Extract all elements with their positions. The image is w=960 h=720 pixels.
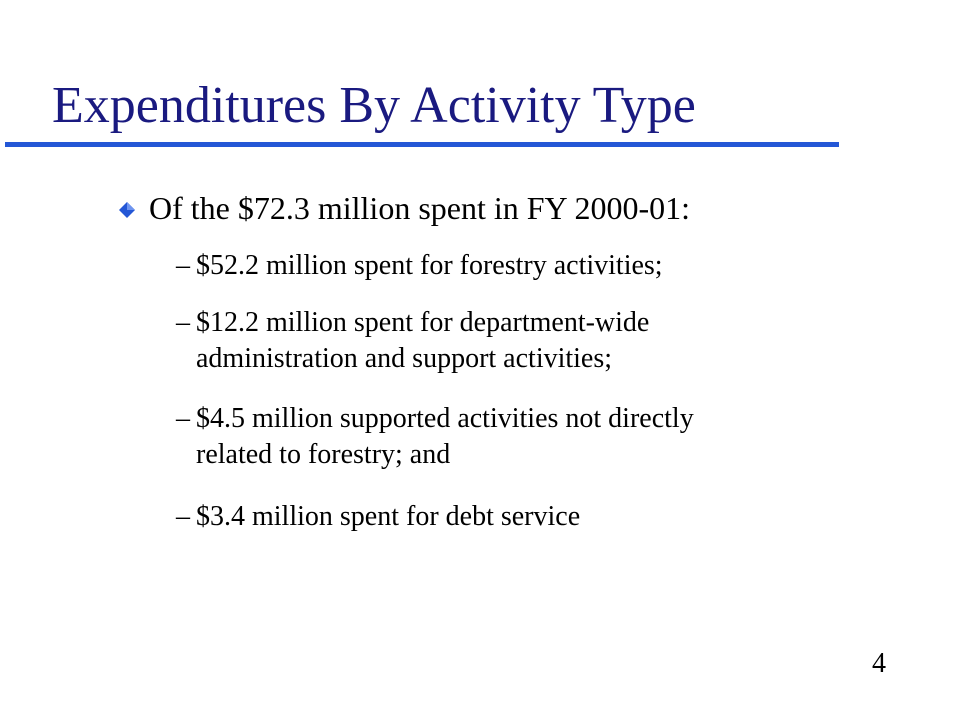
sub-item	[176, 401, 876, 473]
sub-item-text: $4.5 million supported activities not directly related to forestry; and	[196, 403, 694, 470]
title-underline	[5, 142, 839, 147]
sub-item-text: $3.4 million spent for debt service	[196, 501, 581, 532]
sub-item-dash: –	[176, 501, 190, 532]
page-number: 4	[872, 648, 886, 679]
sub-item-text: $12.2 million spent for department-wide administration and support activities;	[196, 307, 650, 374]
main-bullet	[119, 188, 690, 228]
main-bullet-text: Of the $72.3 million spent in FY 2000-01:	[149, 190, 691, 226]
sub-item	[176, 305, 876, 377]
diamond-bullet-icon-svg	[119, 202, 135, 218]
sub-item-dash: –	[176, 250, 190, 281]
sub-item-dash: –	[176, 307, 190, 338]
sub-item-dash: –	[176, 403, 190, 434]
slide-title: Expenditures By Activity Type	[52, 77, 696, 134]
sub-item	[176, 499, 876, 535]
sub-item	[176, 248, 876, 284]
diamond-bullet-icon	[119, 202, 135, 218]
sub-item-text: $52.2 million spent for forestry activities;	[196, 250, 663, 281]
